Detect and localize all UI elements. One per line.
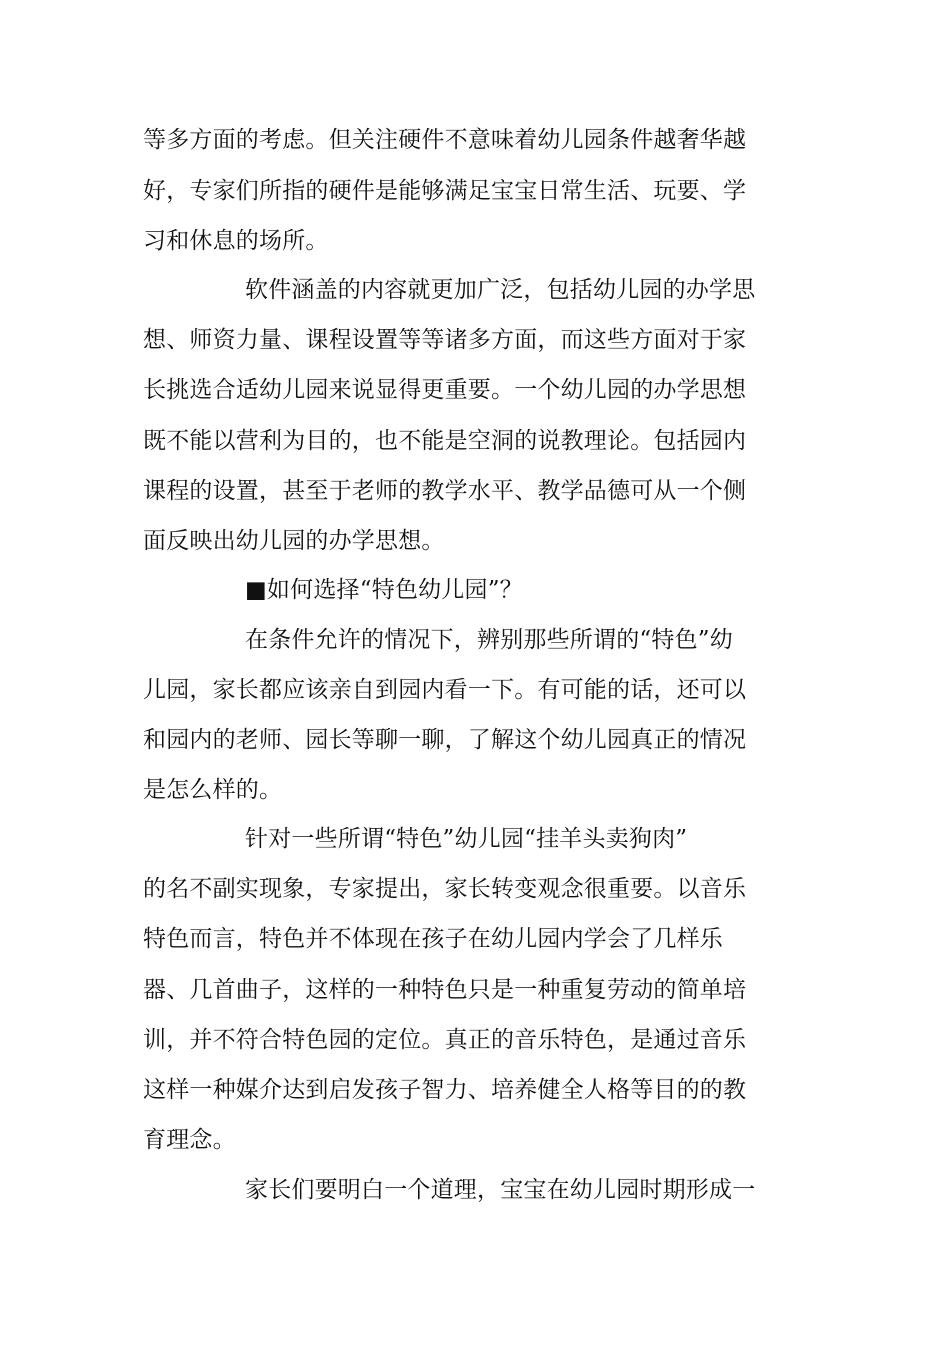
text-line: 课程的设置，甚至于老师的教学水平、教学品德可从一个侧 bbox=[143, 478, 747, 504]
text-line: 器、几首曲子，这样的一种特色只是一种重复劳动的简单培 bbox=[143, 977, 747, 1003]
text-line: 好，专家们所指的硬件是能够满足宝宝日常生活、玩要、学 bbox=[143, 178, 747, 204]
text-line: 软件涵盖的内容就更加广泛，包括幼儿园的办学思 bbox=[245, 277, 756, 303]
text-line: 育理念。 bbox=[143, 1127, 236, 1153]
text-line: 在条件允许的情况下，辨别那些所谓的“特色”幼 bbox=[245, 627, 733, 653]
text-line: 这样一种媒介达到启发孩子智力、培养健全人格等目的的教 bbox=[143, 1077, 747, 1103]
text-line: 习和休息的场所。 bbox=[143, 228, 329, 254]
text-line: 面反映出幼儿园的办学思想。 bbox=[143, 528, 445, 554]
text-line: 儿园，家长都应该亲自到园内看一下。有可能的话，还可以 bbox=[143, 677, 747, 703]
section-heading: ■如何选择“特色幼儿园”？ bbox=[245, 577, 523, 603]
text-line: 长挑选合适幼儿园来说显得更重要。一个幼儿园的办学思想 bbox=[143, 377, 747, 403]
text-line: 既不能以营利为目的，也不能是空洞的说教理论。包括园内 bbox=[143, 428, 747, 454]
text-line: 训，并不符合特色园的定位。真正的音乐特色，是通过音乐 bbox=[143, 1027, 747, 1053]
text-line: 和园内的老师、园长等聊一聊，了解这个幼儿园真正的情况 bbox=[143, 727, 747, 753]
text-line: 家长们要明白一个道理，宝宝在幼儿园时期形成一 bbox=[245, 1177, 756, 1203]
text-line: 等多方面的考虑。但关注硬件不意味着幼儿园条件越奢华越 bbox=[143, 127, 747, 153]
text-line: 是怎么样的。 bbox=[143, 777, 283, 803]
text-line: 特色而言，特色并不体现在孩子在幼儿园内学会了几样乐 bbox=[143, 926, 723, 952]
text-line: 针对一些所谓“特色”幼儿园“挂羊头卖狗肉” bbox=[245, 826, 688, 852]
text-line: 想、师资力量、课程设置等等诸多方面，而这些方面对于家 bbox=[143, 327, 747, 353]
text-line: 的名不副实现象，专家提出，家长转变观念很重要。以音乐 bbox=[143, 876, 747, 902]
